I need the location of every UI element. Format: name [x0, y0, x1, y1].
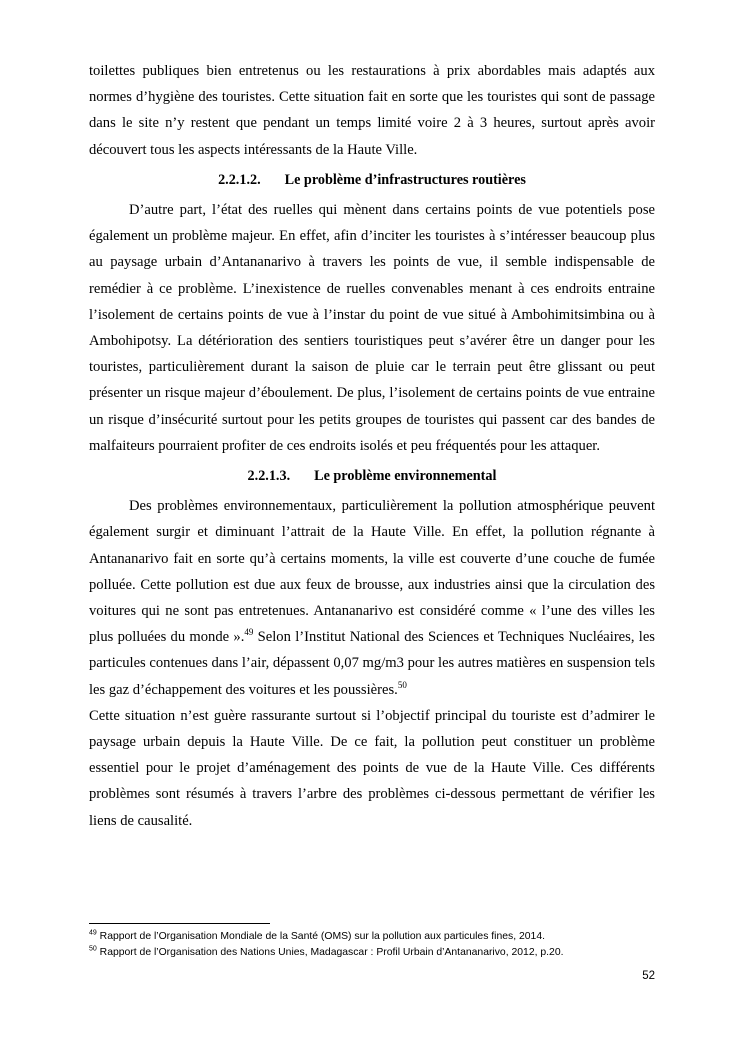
footnote-ref[interactable]: 49 — [244, 627, 254, 638]
section-title: Le problème d’infrastructures routières — [284, 171, 526, 188]
footnote-text: Rapport de l’Organisation des Nations Unies, Madagascar : Profil Urbain d’Antananarivo, 2012, p.20. — [96, 946, 564, 958]
paragraph-environment — [89, 493, 655, 703]
footnote — [89, 929, 689, 945]
footnotes — [89, 929, 689, 960]
paragraph-text: Des problèmes environnementaux, particulièrement la pollution atmosphérique peuvent également surgir et diminuant l’attrait de la Haute Ville. En effet, la pollution régnante à Antananarivo fait en sorte qu’à certains moments, la ville est couverte d’une couche de fumée polluée. Cette pollution est due aux feux de brousse, aux industries ainsi que la circulation des voitures qui ne sont pas entretenues. Antananarivo est considéré comme « l’une des villes les plus polluées du monde ». — [89, 498, 655, 646]
footnote-separator — [89, 923, 270, 924]
footnote-number: 49 — [89, 929, 97, 937]
paragraph-roads: D’autre part, l’état des ruelles qui mènent dans certains points de vue potentiels pose également un problème majeur. En effet, afin d’inciter les touristes à s’intéresser beaucoup plus au paysage urbain d’Antananarivo à travers les points de vue, il semble indispensable de remédier à ce problème. L’inexistence de ruelles convenables menant à ces endroits entraine l’isolement de certains points de vue à l’instar du point de vue situé à Ambohimitsimbina ou à Ambohipotsy. La détérioration des sentiers touristiques peut s’avérer être un danger pour les touristes, particulièrement durant la saison de pluie car le terrain peut être glissant ou peut présenter un risque majeur d’éboulement. De plus, l’isolement de certains points de vue entraine un risque d’insécurité surtout pour les petits groupes de touristes qui passent car des bandes de malfaiteurs pourraient profiter de ces endroits isolés et peu fréquentés pour les attaquer. — [89, 202, 655, 454]
section-heading-environment — [89, 463, 655, 489]
footnote-text: Rapport de l’Organisation Mondiale de la Santé (OMS) sur la pollution aux particules fines, 2014. — [96, 931, 545, 942]
paragraph-continuation: toilettes publiques bien entretenus ou les restaurations à prix abordables mais adaptés aux normes d’hygiène des touristes. Cette situation fait en sorte que les touristes qui sont de passage dans le site n’y restent que pendant un temps limité voire 2 à 3 heures, surtout après avoir découvert tous les aspects intéressants de la Haute Ville. — [89, 63, 655, 158]
paragraph-conclusion: Cette situation n’est guère rassurante surtout si l’objectif principal du touriste est d’admirer le paysage urbain depuis la Haute Ville. De ce fait, la pollution peut constituer un problème essentiel pour le projet d’aménagement des points de vue de la Haute Ville. Ces différents problèmes sont résumés à travers l’arbre des problèmes ci-dessous permettant de vérifier les liens de causalité. — [89, 707, 655, 829]
section-number: 2.2.1.3. — [247, 468, 291, 485]
page-number: 52 — [642, 970, 655, 982]
footnote-ref[interactable]: 50 — [397, 679, 407, 690]
footnote-number: 50 — [89, 945, 97, 953]
body-text — [89, 58, 655, 834]
paragraph-text: Selon l’Institut National des Sciences et Techniques Nucléaires, les particules contenues dans l’air, dépassent 0,07 mg/m3 pour les autres matières en suspension tels les gaz d’échappement des voitures et les poussières. — [89, 629, 655, 698]
section-title: Le problème environnemental — [314, 468, 497, 485]
section-number: 2.2.1.2. — [218, 171, 261, 188]
section-heading-routes — [89, 167, 655, 193]
footnote — [89, 945, 689, 961]
